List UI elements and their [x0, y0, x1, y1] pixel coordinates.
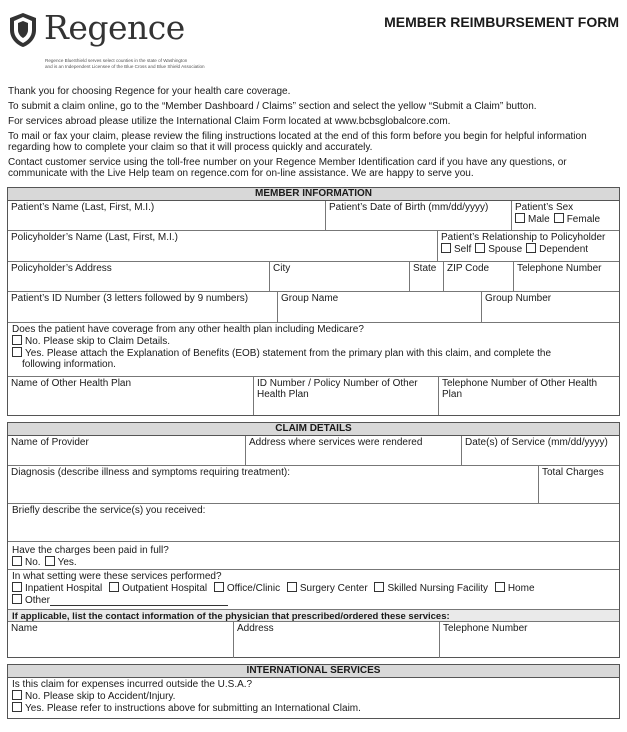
physician-heading: If applicable, list the contact information of the physician that prescribed/ordered these services: — [12, 611, 450, 622]
patient-sex-field: Patient’s Sex Male Female — [515, 202, 601, 225]
physician-telephone-field[interactable]: Telephone Number — [443, 623, 528, 634]
other-coverage-question: Does the patient have coverage from any other health plan including Medicare? No. Please skip to Claim Details. Yes. Please attach the Explanation of Benefits (EOB) statement from the primary plan with this claim, and complete the following information. — [12, 324, 552, 370]
intro-paragraph: Thank you for choosing Regence for your health care coverage. — [8, 86, 291, 97]
form-row — [8, 231, 619, 262]
international-no-checkbox[interactable] — [12, 690, 22, 700]
international-question: Is this claim for expenses incurred outside the U.S.A.? No. Please skip to Accident/Injury. Yes. Please refer to instructions above for submitting an International Claim. — [12, 679, 361, 714]
zip-field[interactable]: ZIP Code — [444, 262, 514, 291]
service-dates-field[interactable]: Date(s) of Service (mm/dd/yyyy) — [465, 437, 608, 448]
other-plan-id-field[interactable]: ID Number / Policy Number of Other Health Plan — [254, 377, 439, 415]
other-coverage-yes-checkbox[interactable] — [12, 347, 22, 357]
self-checkbox[interactable] — [441, 243, 451, 253]
service-setting-question: In what setting were these services performed? Inpatient Hospital Outpatient Hospital Office/Clinic Surgery Center Skilled Nursing Facility Home Other — [12, 571, 535, 606]
paid-yes-checkbox[interactable] — [45, 556, 55, 566]
inpatient-hospital-checkbox[interactable] — [12, 582, 22, 592]
form-title: MEMBER REIMBURSEMENT FORM — [384, 14, 619, 30]
group-number-field[interactable]: Group Number — [485, 293, 552, 304]
section-heading: MEMBER INFORMATION — [8, 188, 619, 201]
international-services-section — [7, 664, 620, 719]
surgery-center-checkbox[interactable] — [287, 582, 297, 592]
form-row — [8, 201, 619, 231]
patient-name-field[interactable]: Patient’s Name (Last, First, M.I.) — [8, 201, 326, 230]
section-heading: INTERNATIONAL SERVICES — [8, 665, 619, 678]
male-checkbox[interactable] — [515, 213, 525, 223]
form-row — [8, 292, 619, 323]
patient-id-field[interactable]: Patient’s ID Number (3 letters followed by 9 numbers) — [8, 292, 278, 322]
form-row — [8, 622, 619, 658]
logo-wordmark: Regence — [44, 8, 185, 47]
group-name-field[interactable]: Group Name — [278, 292, 482, 322]
paid-in-full-question: Have the charges been paid in full? No. Yes. — [12, 545, 169, 568]
intro-paragraph: To submit a claim online, go to the “Member Dashboard / Claims” section and select the yellow “Submit a Claim” button. — [8, 101, 537, 112]
form-row — [8, 262, 619, 292]
regence-shield-icon — [8, 12, 38, 48]
paid-no-checkbox[interactable] — [12, 556, 22, 566]
intro-paragraph: To mail or fax your claim, please review the filing instructions located at the end of this form before you begin for helpful information regarding how to complete your claim so that it will process quickly and accurately. — [8, 131, 587, 153]
other-plan-name-field[interactable]: Name of Other Health Plan — [8, 377, 254, 415]
other-plan-telephone-field[interactable]: Telephone Number of Other Health Plan — [442, 378, 598, 400]
dependent-checkbox[interactable] — [526, 243, 536, 253]
relationship-field: Patient’s Relationship to Policyholder Self Spouse Dependent — [441, 232, 606, 255]
intro-paragraph: Contact customer service using the toll-free number on your Regence Member Identification card if you have any questions, or communicate with the Live Help team on regence.com for on-line assistance. We are happy to serve you. — [8, 157, 567, 179]
policyholder-name-field[interactable]: Policyholder’s Name (Last, First, M.I.) — [8, 231, 438, 261]
service-description-field[interactable]: Briefly describe the service(s) you received: — [12, 505, 206, 516]
total-charges-field[interactable]: Total Charges — [542, 467, 604, 478]
female-checkbox[interactable] — [554, 213, 564, 223]
service-address-field[interactable]: Address where services were rendered — [246, 436, 462, 465]
form-row — [8, 610, 619, 622]
section-heading: CLAIM DETAILS — [8, 423, 619, 436]
form-row — [8, 436, 619, 466]
page-header — [0, 0, 627, 84]
claim-details-section — [7, 422, 620, 658]
city-field[interactable]: City — [270, 262, 410, 291]
diagnosis-field[interactable]: Diagnosis (describe illness and symptoms requiring treatment): — [8, 466, 539, 503]
other-setting-checkbox[interactable] — [12, 594, 22, 604]
logo-tagline: Regence BlueShield serves select counties in the state of Washington and is an Independent Licensee of the Blue Cross and Blue Shield Association — [45, 58, 205, 69]
skilled-nursing-checkbox[interactable] — [374, 582, 384, 592]
member-information-section — [7, 187, 620, 416]
patient-dob-field[interactable]: Patient’s Date of Birth (mm/dd/yyyy) — [326, 201, 512, 230]
other-setting-input[interactable] — [50, 597, 228, 606]
intro-text — [8, 86, 622, 183]
office-clinic-checkbox[interactable] — [214, 582, 224, 592]
form-row — [8, 466, 619, 504]
form-row — [8, 542, 619, 570]
form-row — [8, 570, 619, 610]
intro-paragraph: For services abroad please utilize the International Claim Form located at www.bcbsglobalcore.com. — [8, 116, 451, 127]
spouse-checkbox[interactable] — [475, 243, 485, 253]
home-checkbox[interactable] — [495, 582, 505, 592]
provider-name-field[interactable]: Name of Provider — [8, 436, 246, 465]
address-field[interactable]: Policyholder’s Address — [8, 262, 270, 291]
form-row — [8, 504, 619, 542]
other-coverage-no-checkbox[interactable] — [12, 335, 22, 345]
telephone-field[interactable]: Telephone Number — [517, 263, 602, 274]
outpatient-hospital-checkbox[interactable] — [109, 582, 119, 592]
physician-name-field[interactable]: Name — [8, 622, 234, 658]
international-yes-checkbox[interactable] — [12, 702, 22, 712]
state-field[interactable]: State — [410, 262, 444, 291]
physician-address-field[interactable]: Address — [234, 622, 440, 658]
form-row — [8, 377, 619, 415]
form-row — [8, 323, 619, 377]
